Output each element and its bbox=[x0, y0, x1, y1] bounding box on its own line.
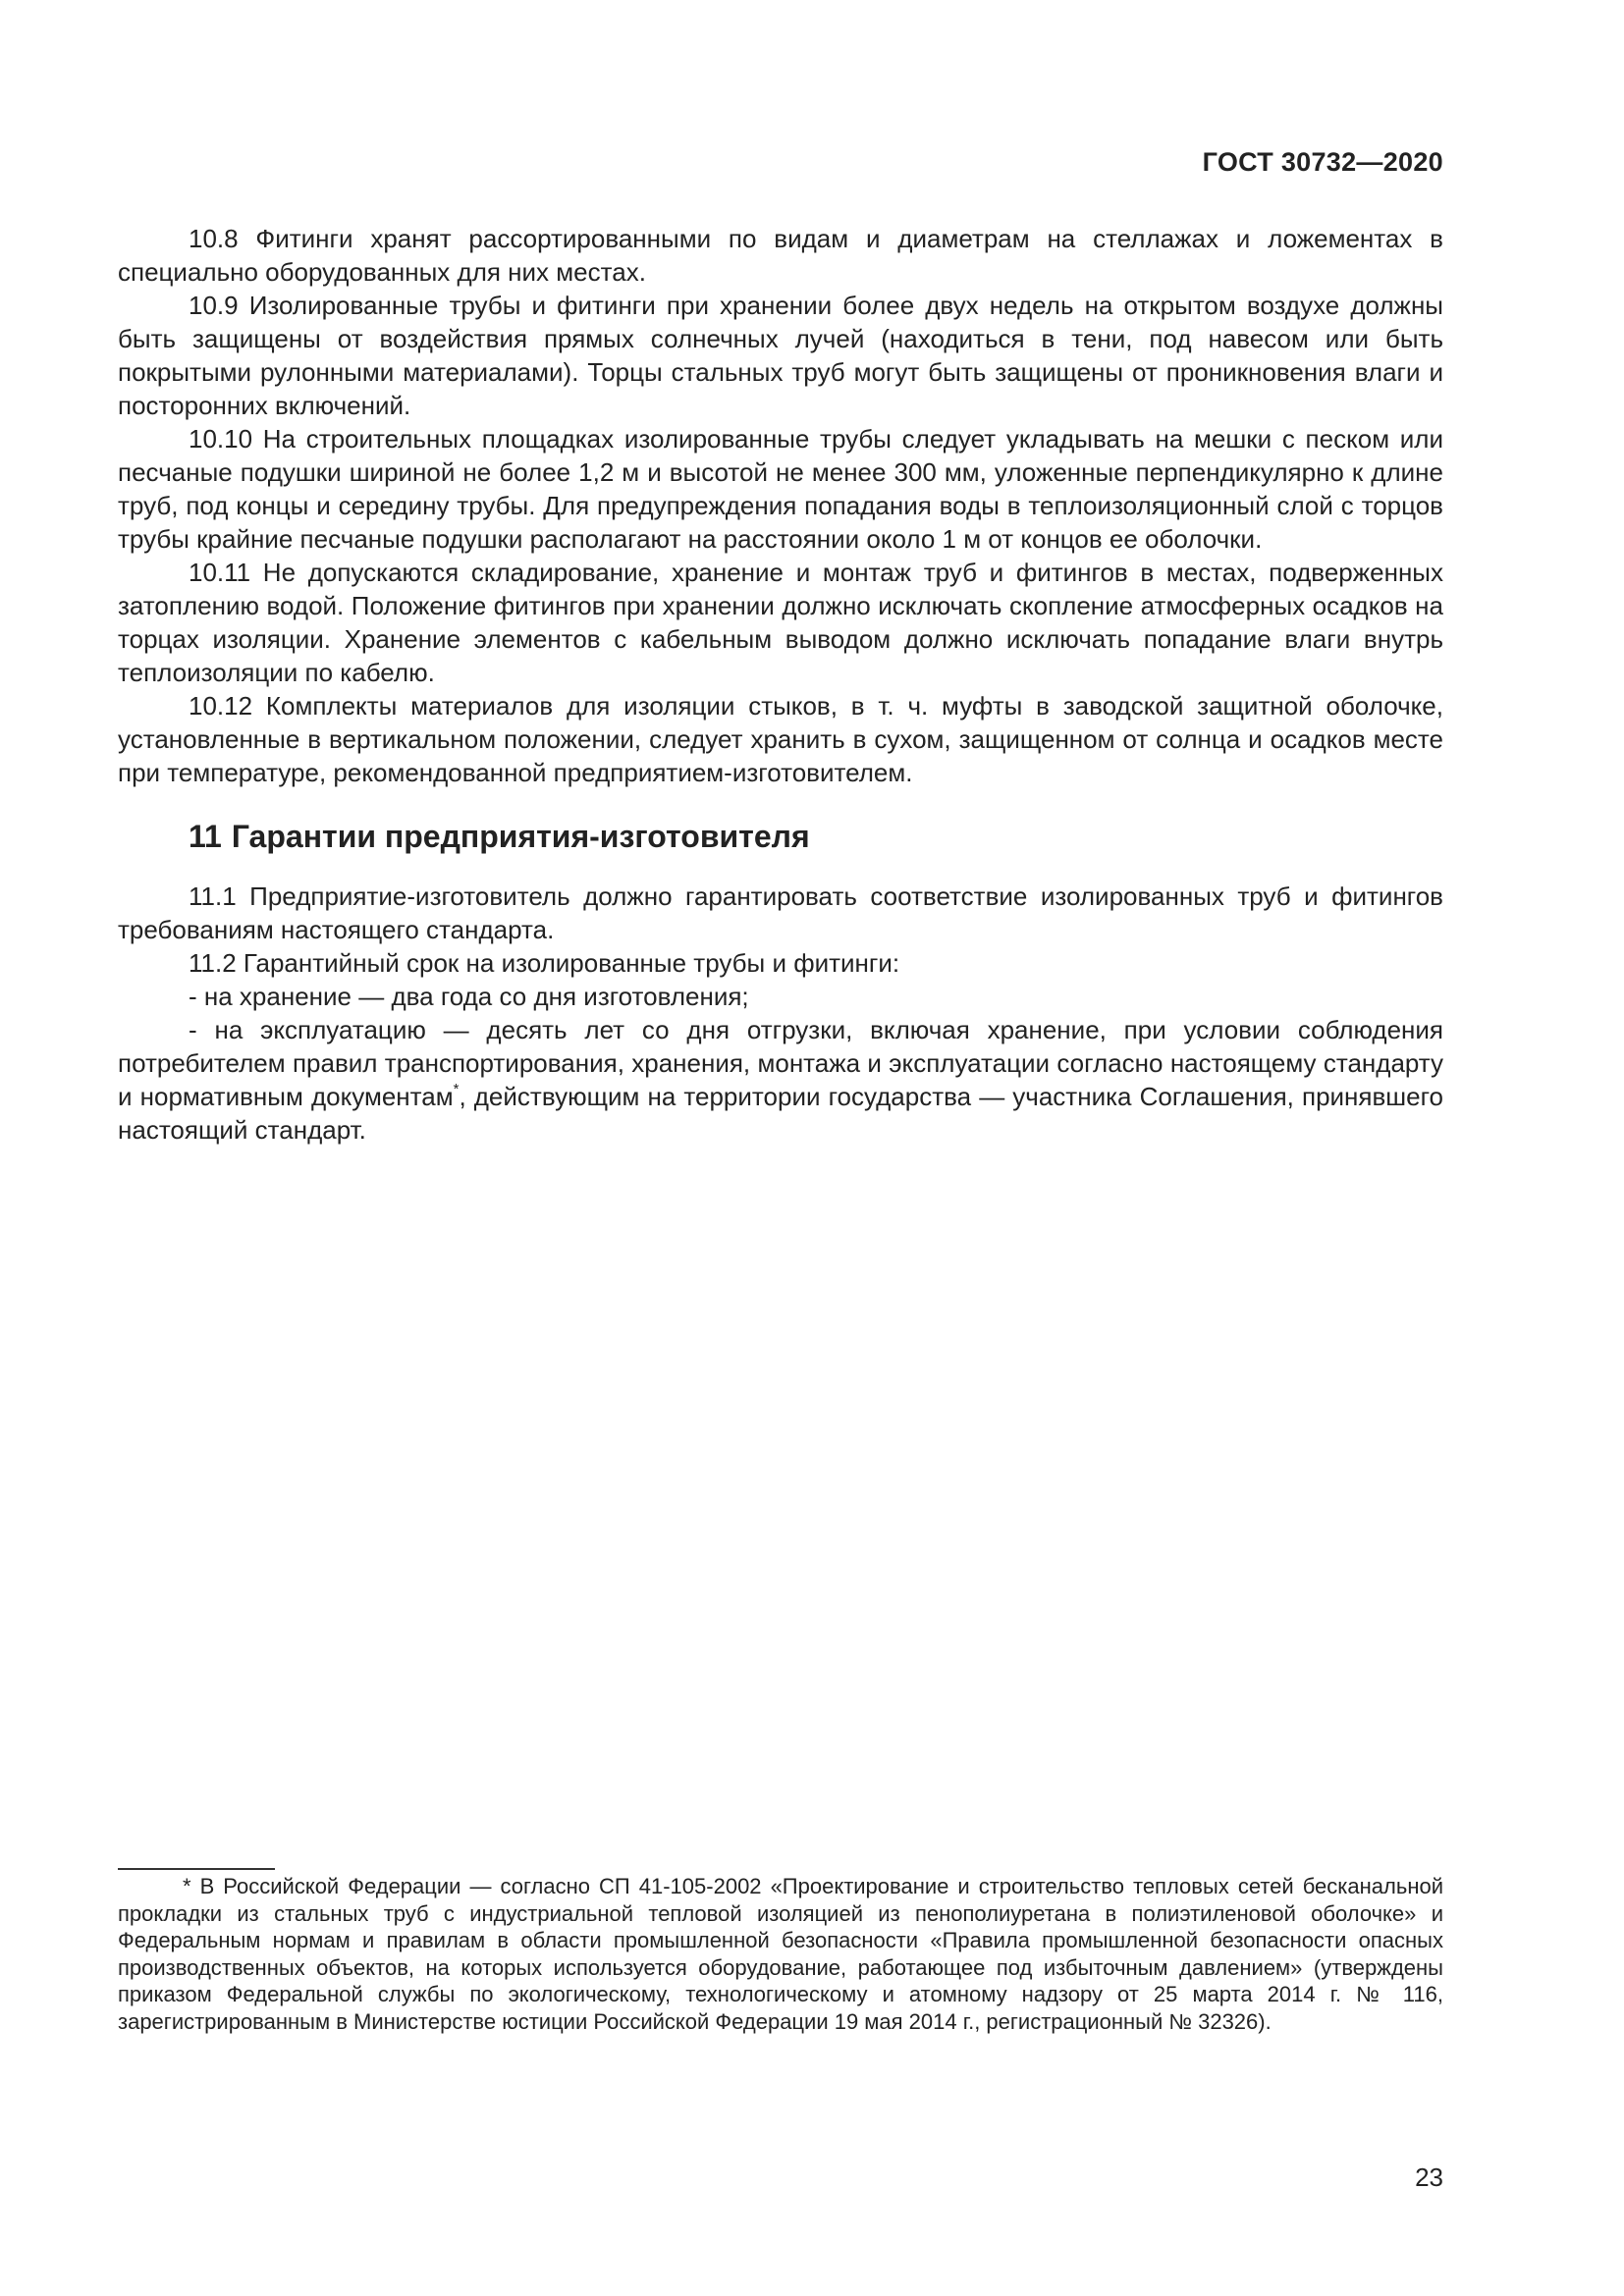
list-item-operation-text-a: - на эксплуатацию — десять лет со дня отгрузки, включая хранение, при условии соблюдения потребителем правил транспортирования, хранения, монтажа и эксплуатации согласно настоящему стандарту и нормативным документам bbox=[118, 1015, 1443, 1111]
paragraph-10-11: 10.11 Не допускаются складирование, хранение и монтаж труб и фитингов в местах, подверженных затоплению водой. Положение фитингов при хранении должно исключать скопление атмосферных осадков на торцах изоляции. Хранение элементов с кабельным выводом должно исключать попадание влаги внутрь теплоизоляции по кабелю. bbox=[118, 558, 1443, 687]
document-body bbox=[118, 222, 1443, 1147]
paragraph-10-12: 10.12 Комплекты материалов для изоляции стыков, в т. ч. муфты в заводской защитной оболочке, установленные в вертикальном положении, следует хранить в сухом, защищенном от солнца и осадков месте при температуре, рекомендованной предприятием-изготовителем. bbox=[118, 691, 1443, 787]
paragraph-10-10: 10.10 На строительных площадках изолированные трубы следует укладывать на мешки с песком или песчаные подушки шириной не более 1,2 м и высотой не менее 300 мм, уложенные перпендикулярно к длине труб, под концы и середину трубы. Для предупреждения попадания воды в теплоизоляционный слой с торцов трубы крайние песчаные подушки располагают на расстоянии около 1 м от концов ее оболочки. bbox=[118, 424, 1443, 554]
paragraph-10-8: 10.8 Фитинги хранят рассортированными по видам и диаметрам на стеллажах и ложементах в специально оборудованных для них местах. bbox=[118, 224, 1443, 287]
paragraph-10-9: 10.9 Изолированные трубы и фитинги при хранении более двух недель на открытом воздухе должны быть защищены от воздействия прямых солнечных лучей (находиться в тени, под навесом или быть покрытыми рулонными материалами). Торцы стальных труб могут быть защищены от проникновения влаги и посторонних включений. bbox=[118, 291, 1443, 420]
list-item-operation-text-b: , действующим на территории государства — участника Соглашения, принявшего настоящий стандарт. bbox=[118, 1082, 1443, 1145]
section-11-heading bbox=[189, 815, 1443, 858]
footnote-divider bbox=[118, 1868, 275, 1870]
document-code-header: ГОСТ 30732—2020 bbox=[1202, 147, 1443, 177]
paragraph-11-1: 11.1 Предприятие-изготовитель должно гарантировать соответствие изолированных труб и фитингов требованиям настоящего стандарта. bbox=[118, 881, 1443, 944]
paragraph-11-2: 11.2 Гарантийный срок на изолированные трубы и фитинги: bbox=[189, 948, 900, 978]
footnote-reference[interactable]: * bbox=[453, 1081, 460, 1098]
page-number: 23 bbox=[1415, 2163, 1443, 2192]
section-number: 11 bbox=[189, 819, 222, 854]
footnote: * В Российской Федерации — согласно СП 41-105-2002 «Проектирование и строительство тепловых сетей бесканальной прокладки из стальных труб с индустриальной тепловой изоляцией из пенополиуретана в полиэтиленовой оболочке» и Федеральным нормам и правилам в области промышленной безопасности «Правила промышленной безопасности опасных производственных объектов, на которых используется оборудование, работающее под избыточным давлением» (утверждены приказом Федеральной службы по экологическому, технологическому и атомному надзору от 25 марта 2014 г. № 116, зарегистрированным в Министерстве юстиции Российской Федерации 19 мая 2014 г., регистрационный № 32326). bbox=[118, 1874, 1443, 2034]
list-item-operation bbox=[118, 1013, 1443, 1147]
list-item-storage: - на хранение — два года со дня изготовления; bbox=[189, 982, 749, 1011]
section-title: Гарантии предприятия-изготовителя bbox=[231, 819, 810, 854]
